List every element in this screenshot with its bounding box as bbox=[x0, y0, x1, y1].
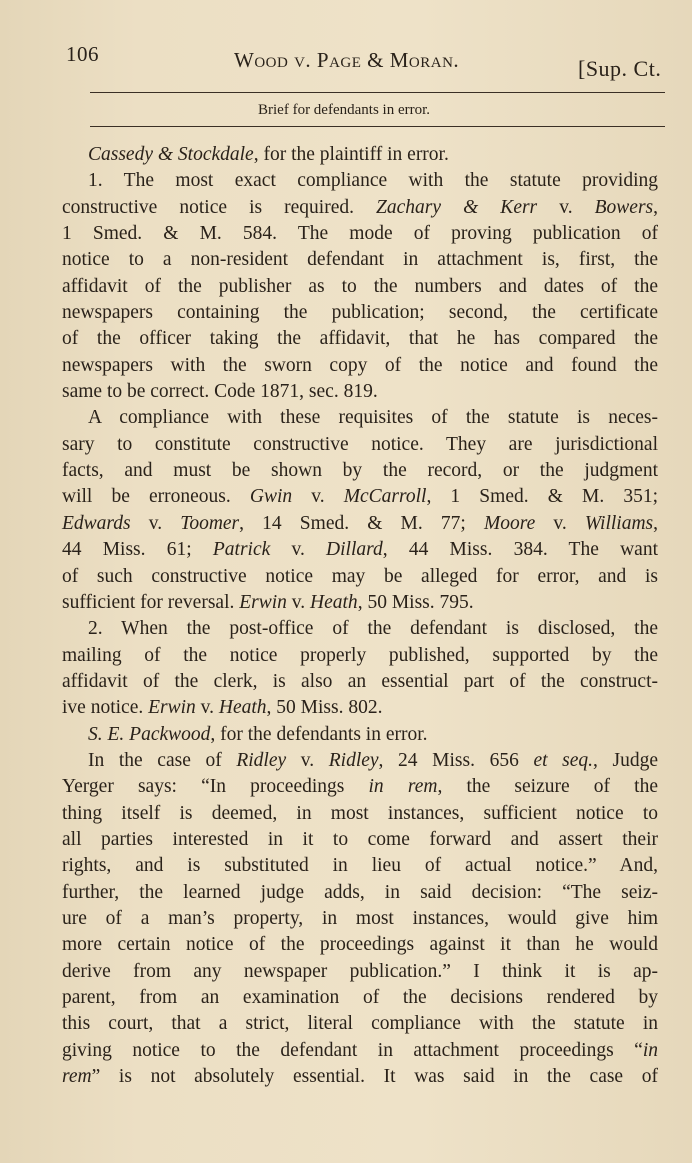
text-line: sufficient for reversal. Erwin v. Heath, 50 Miss. 795. bbox=[62, 591, 474, 613]
text-line: will be erroneous. Gwin v. McCarroll, 1 Smed. & M. 351; bbox=[62, 486, 658, 508]
text-line: further, the learned judge adds, in said decision: “The seiz- bbox=[62, 881, 658, 903]
text-line: derive from any newspaper publication.” I think it is ap- bbox=[62, 960, 658, 982]
running-title: Wood v. Page & Moran. bbox=[234, 48, 460, 72]
text-line: Cassedy & Stockdale, for the plaintiff in error. bbox=[88, 144, 449, 165]
text-line: 44 Miss. 61; Patrick v. Dillard, 44 Miss. 384. The want bbox=[62, 539, 658, 561]
text-line: newspapers containing the publication; second, the certificate bbox=[62, 302, 658, 324]
text-line: constructive notice is required. Zachary & Kerr v. Bowers, bbox=[62, 196, 659, 218]
header-rule-top bbox=[90, 92, 665, 93]
body-text bbox=[62, 142, 658, 1090]
text-line: affidavit of the clerk, is also an essential part of the construct- bbox=[62, 670, 658, 692]
text-line: 2. When the post-office of the defendant is disclosed, the bbox=[88, 618, 658, 640]
text-line: more certain notice of the proceedings against it than he would bbox=[62, 934, 658, 956]
text-line: all parties interested in it to come forward and assert their bbox=[62, 828, 658, 850]
text-line: sary to constitute constructive notice. They are jurisdictional bbox=[62, 433, 658, 455]
text-line: this court, that a strict, literal compliance with the statute in bbox=[62, 1013, 658, 1035]
text-line: rights, and is substituted in lieu of actual notice.” And, bbox=[62, 855, 658, 877]
text-line: of the officer taking the affidavit, that he has compared the bbox=[62, 328, 658, 350]
page-number: 106 bbox=[66, 42, 99, 66]
text-line: giving notice to the defendant in attachment proceedings “in bbox=[62, 1039, 658, 1061]
text-line: of such constructive notice may be alleged for error, and is bbox=[62, 565, 658, 587]
text-line: 1. The most exact compliance with the statute providing bbox=[88, 170, 658, 192]
text-line: A compliance with these requisites of the statute is neces- bbox=[88, 407, 658, 429]
page-header bbox=[66, 42, 666, 81]
text-line: affidavit of the publisher as to the numbers and dates of the bbox=[62, 275, 658, 297]
text-line: S. E. Packwood, for the defendants in error. bbox=[88, 723, 428, 745]
text-line: In the case of Ridley v. Ridley, 24 Miss. 656 et seq., Judge bbox=[88, 749, 658, 771]
text-line: ure of a man’s property, in most instances, would give him bbox=[62, 907, 658, 929]
text-line: 1 Smed. & M. 584. The mode of proving publication of bbox=[62, 223, 658, 245]
text-line: same to be correct. Code 1871, sec. 819. bbox=[62, 381, 378, 403]
text-line: facts, and must be shown by the record, or the judgment bbox=[62, 460, 658, 482]
text-line: newspapers with the sworn copy of the notice and found the bbox=[62, 354, 658, 376]
text-line: Edwards v. Toomer, 14 Smed. & M. 77; Moore v. Williams, bbox=[62, 512, 659, 534]
text-line: mailing of the notice properly published, supported by the bbox=[62, 644, 658, 666]
text-line: notice to a non-resident defendant in attachment is, first, the bbox=[62, 249, 658, 271]
court-label: [Sup. Ct. bbox=[578, 56, 662, 81]
text-line: ive notice. Erwin v. Heath, 50 Miss. 802. bbox=[62, 697, 383, 719]
header-rule-bottom bbox=[90, 126, 665, 127]
text-line: thing itself is deemed, in most instances, sufficient notice to bbox=[62, 802, 658, 824]
text-line: Yerger says: “In proceedings in rem, the seizure of the bbox=[62, 776, 658, 798]
text-line: rem” is not absolutely essential. It was said in the case of bbox=[62, 1066, 658, 1088]
text-line: parent, from an examination of the decisions rendered by bbox=[62, 987, 658, 1008]
section-subheader: Brief for defendants in error. bbox=[258, 102, 431, 118]
